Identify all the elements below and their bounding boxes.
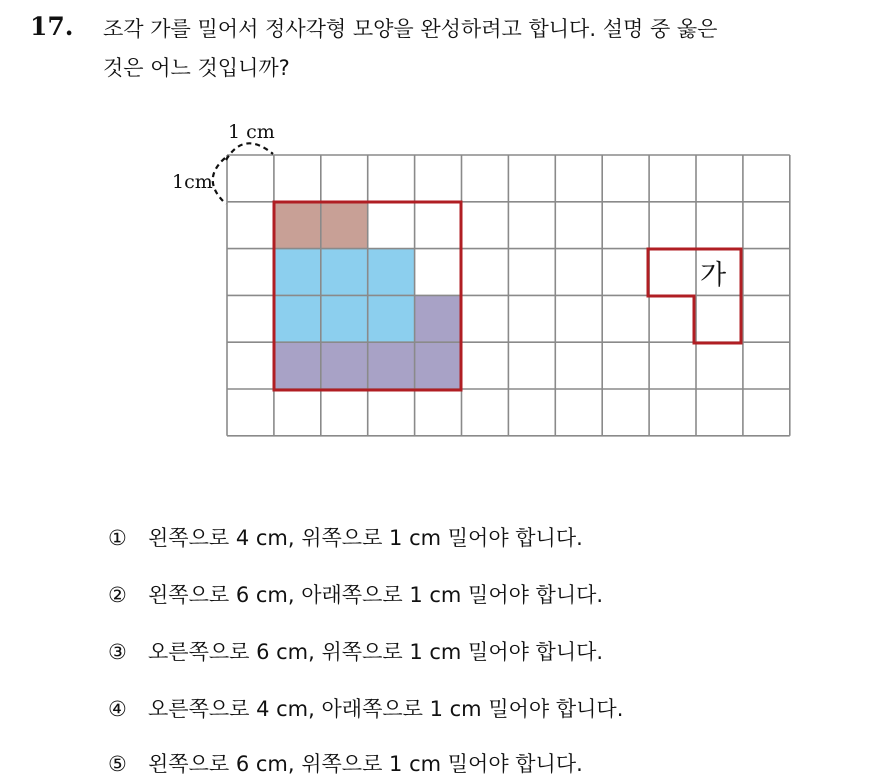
choice-4-mark: ④ [108,697,127,721]
choice-2[interactable] [108,580,603,610]
blue-cell [321,296,368,343]
choice-3-text: 오른쪽으로 6 cm, 위쪽으로 1 cm 밀어야 합니다. [148,640,604,664]
choice-4[interactable] [108,694,623,724]
blue-cell [368,249,415,296]
purple-cell [368,343,415,390]
choice-1-text: 왼쪽으로 4 cm, 위쪽으로 1 cm 밀어야 합니다. [148,526,583,550]
purple-cell [321,343,368,390]
question-text-line-1: 조각 가를 밀어서 정사각형 모양을 완성하려고 합니다. 설명 중 옳은 [103,17,718,41]
choice-2-text: 왼쪽으로 6 cm, 아래쪽으로 1 cm 밀어야 합니다. [148,583,604,607]
purple-cell [415,343,461,390]
choice-3[interactable] [108,637,603,667]
unit-arc-left [213,158,226,204]
brown-cell [274,202,321,249]
choice-3-mark: ③ [108,640,127,664]
choice-5[interactable] [108,749,583,779]
purple-cell [274,343,321,390]
choice-5-mark: ⑤ [108,752,127,776]
brown-cell [321,202,368,249]
question-text-line-2: 것은 어느 것입니까? [103,56,290,80]
choice-4-text: 오른쪽으로 4 cm, 아래쪽으로 1 cm 밀어야 합니다. [148,697,624,721]
unit-arc-top [226,143,273,160]
piece-ga-label: 가 [700,260,727,291]
choice-1-mark: ① [108,526,127,550]
purple-cell [415,296,461,343]
choice-1[interactable] [108,523,583,553]
blue-cell [368,296,415,343]
blue-cell [274,296,321,343]
choice-2-mark: ② [108,583,127,607]
unit-label-top: 1 cm [228,121,275,143]
grid-lines [227,155,790,436]
question-number: 17. [30,12,74,41]
blue-cell [274,249,321,296]
choice-5-text: 왼쪽으로 6 cm, 위쪽으로 1 cm 밀어야 합니다. [148,752,583,776]
unit-label-left: 1cm [172,171,213,193]
blue-cell [321,249,368,296]
